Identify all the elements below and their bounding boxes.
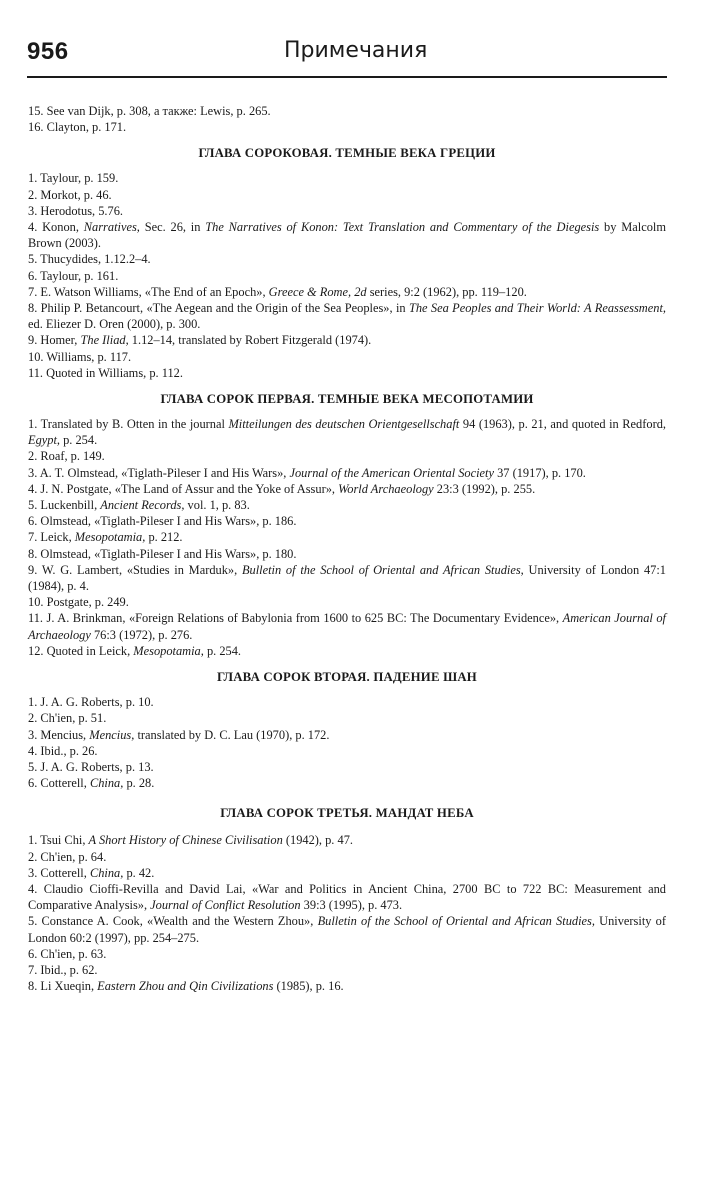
note-text: vol. 1, p. 83. [184, 498, 250, 513]
note-work-title: The Sea Peoples and Their World: A Reassessment, [408, 301, 666, 316]
note-item [28, 562, 666, 594]
note-text: by Malcolm Brown (2003). [28, 220, 666, 251]
note-item [28, 881, 666, 913]
note-text: 2. Ch'ien, p. 64. [28, 849, 107, 864]
note-item [28, 743, 666, 759]
note-item [28, 187, 666, 203]
note-text: 10. Postgate, p. 249. [28, 595, 129, 610]
note-work-title: Greece & Rome, 2d [268, 284, 367, 299]
note-text: 15. See van Dijk, p. 308, а также: Lewis, p. 265. [28, 104, 271, 118]
note-work-title: Ancient Records, [100, 498, 185, 513]
note-item [28, 349, 666, 365]
note-text: 7. E. Watson Williams, «The End of an Epoch», [28, 284, 269, 299]
note-item [28, 416, 666, 448]
note-text: 2. Ch'ien, p. 51. [28, 711, 107, 726]
note-item [28, 170, 666, 186]
note-work-title: China, [89, 865, 124, 880]
note-text: ed. Eliezer D. Oren (2000), p. 300. [28, 317, 201, 332]
note-text: 1. Translated by B. Otten in the journal [28, 417, 229, 432]
note-text: 6. Taylour, p. 161. [28, 268, 119, 283]
note-text: 7. Ibid., p. 62. [28, 962, 98, 977]
note-text: p. 42. [123, 865, 155, 880]
note-text: 4. J. N. Postgate, «The Land of Assur and the Yoke of Assur», [28, 481, 339, 496]
note-text: 39:3 (1995), p. 473. [300, 898, 403, 913]
note-text: 1. Taylour, p. 159. [28, 171, 119, 186]
note-item [28, 119, 666, 135]
note-item [28, 978, 666, 994]
note-item [28, 594, 666, 610]
note-work-title: A Short History of Chinese Civilisation [88, 833, 283, 848]
note-text: 5. Constance A. Cook, «Wealth and the Western Zhou», [28, 914, 318, 929]
note-item [28, 481, 666, 497]
page-number: 956 [27, 38, 69, 65]
note-item [28, 284, 666, 300]
note-text: 3. A. T. Olmstead, «Tiglath-Pileser I and His Wars», [28, 465, 290, 480]
note-work-title: The Narratives of Konon: Text Translation and Commentary of the Diegesis [205, 220, 600, 235]
note-work-title: Journal of Conflict Resolution [150, 898, 301, 913]
note-text: 16. Clayton, p. 171. [28, 120, 127, 135]
note-text: Sec. 26, in [139, 220, 206, 235]
note-work-title: Egypt, [28, 433, 60, 448]
note-text: 6. Olmstead, «Tiglath-Pileser I and His Wars», p. 186. [28, 514, 297, 529]
note-text: 94 (1963), p. 21, and quoted in Redford, [459, 417, 666, 432]
note-text: 10. Williams, p. 117. [28, 349, 132, 364]
note-text: (1942), p. 47. [282, 833, 353, 848]
note-work-title: Narratives, [83, 220, 140, 235]
note-item [28, 513, 666, 529]
note-work-title: Mitteilungen des deutschen Orientgesellschaft [228, 417, 460, 432]
note-text: translated by D. C. Lau (1970), p. 172. [134, 727, 330, 742]
chapter-heading: ГЛАВА СОРОКОВАЯ. ТЕМНЫЕ ВЕКА ГРЕЦИИ [198, 146, 496, 161]
note-item [28, 962, 666, 978]
note-text: 4. Claudio Cioffi-Revilla and David Lai, «War and Politics in Ancient China, 2700 BC to 722 BC: Measurement and Comparative Analysis», [28, 881, 666, 913]
note-item [28, 775, 666, 791]
note-work-title: Eastern Zhou and Qin Civilizations [97, 979, 274, 994]
note-item [28, 759, 666, 775]
note-item [28, 365, 666, 381]
note-work-title: Mesopotamia, [74, 530, 146, 545]
note-text: 2. Morkot, p. 46. [28, 187, 112, 202]
chapter-heading: ГЛАВА СОРОК ТРЕТЬЯ. МАНДАТ НЕБА [220, 806, 474, 821]
note-text: 1. Tsui Chi, [28, 833, 89, 848]
note-work-title: Mencius, [89, 727, 135, 742]
note-item [28, 251, 666, 267]
note-text: 23:3 (1992), p. 255. [433, 481, 536, 496]
note-text: 11. Quoted in Williams, p. 112. [28, 365, 183, 380]
note-text: 3. Cotterell, [28, 865, 90, 880]
note-item [28, 946, 666, 962]
note-item [28, 694, 666, 710]
note-item [28, 497, 666, 513]
note-text: p. 28. [123, 776, 155, 791]
note-text: 8. Philip P. Betancourt, «The Aegean and the Origin of the Sea Peoples», in [28, 301, 409, 316]
note-text: p. 212. [145, 530, 183, 545]
note-text: 9. Homer, [28, 333, 81, 348]
note-text: 3. Mencius, [28, 727, 90, 742]
note-work-title: World Archaeology [338, 481, 434, 496]
note-item [28, 529, 666, 545]
running-head: Примечания [284, 38, 428, 63]
note-item [28, 849, 666, 865]
note-text: 1.12–14, translated by Robert Fitzgerald (1974). [128, 333, 372, 348]
note-text: 4. Konon, [28, 220, 84, 235]
note-item [28, 913, 666, 945]
note-item [28, 865, 666, 881]
note-item [28, 546, 666, 562]
note-work-title: The Iliad, [80, 333, 129, 348]
note-item [28, 103, 666, 119]
note-text: 12. Quoted in Leick, [28, 643, 134, 658]
note-item [28, 332, 666, 348]
note-text: p. 254. [203, 643, 242, 658]
note-text: 4. Ibid., p. 26. [28, 743, 98, 758]
note-text: 5. Thucydides, 1.12.2–4. [28, 252, 151, 267]
note-text: 76:3 (1972), p. 276. [90, 627, 193, 642]
chapter-heading: ГЛАВА СОРОК ВТОРАЯ. ПАДЕНИЕ ШАН [217, 670, 477, 685]
note-text: 9. W. G. Lambert, «Studies in Marduk», [28, 562, 242, 577]
note-text: series, 9:2 (1962), pp. 119–120. [366, 284, 527, 299]
note-item [28, 710, 666, 726]
note-work-title: Journal of the American Oriental Society [289, 465, 495, 480]
note-text: 7. Leick, [28, 530, 75, 545]
note-work-title: Bulletin of the School of Oriental and African Studies, [241, 562, 524, 577]
note-item [28, 465, 666, 481]
note-text: 5. J. A. G. Roberts, p. 13. [28, 759, 154, 774]
notes-content [28, 103, 666, 994]
note-text: 37 (1917), p. 170. [494, 465, 586, 480]
note-text: 8. Olmstead, «Tiglath-Pileser I and His Wars», p. 180. [28, 546, 297, 561]
note-text: University of London 60:2 (1997), pp. 254–275. [28, 914, 666, 945]
note-text: (1985), p. 16. [273, 979, 344, 994]
note-text: University of London 47:1 (1984), p. 4. [28, 562, 666, 594]
note-work-title: American Journal of Archaeology [28, 611, 666, 642]
chapter-heading: ГЛАВА СОРОК ПЕРВАЯ. ТЕМНЫЕ ВЕКА МЕСОПОТАМИИ [160, 392, 534, 407]
note-item [28, 203, 666, 219]
note-text: p. 254. [60, 433, 98, 448]
note-item [28, 448, 666, 464]
note-item [28, 219, 666, 251]
note-text: 3. Herodotus, 5.76. [28, 203, 123, 218]
note-item [28, 643, 666, 659]
note-text: 6. Ch'ien, p. 63. [28, 946, 107, 961]
page-header [27, 36, 667, 78]
note-text: 1. J. A. G. Roberts, p. 10. [28, 695, 154, 710]
note-text: 6. Cotterell, [28, 776, 90, 791]
note-item [28, 610, 666, 642]
note-item [28, 727, 666, 743]
note-work-title: Bulletin of the School of Oriental and African Studies, [317, 914, 595, 929]
note-item [28, 832, 666, 848]
note-item [28, 300, 666, 332]
note-item [28, 268, 666, 284]
note-text: 11. J. A. Brinkman, «Foreign Relations of Babylonia from 1600 to 625 BC: The Documentary Evidence», [28, 611, 563, 626]
note-text: 5. Luckenbill, [28, 498, 101, 513]
note-work-title: China, [89, 776, 124, 791]
note-text: 2. Roaf, p. 149. [28, 449, 105, 464]
note-work-title: Mesopotamia, [133, 643, 204, 658]
note-text: 8. Li Xueqin, [28, 979, 98, 994]
